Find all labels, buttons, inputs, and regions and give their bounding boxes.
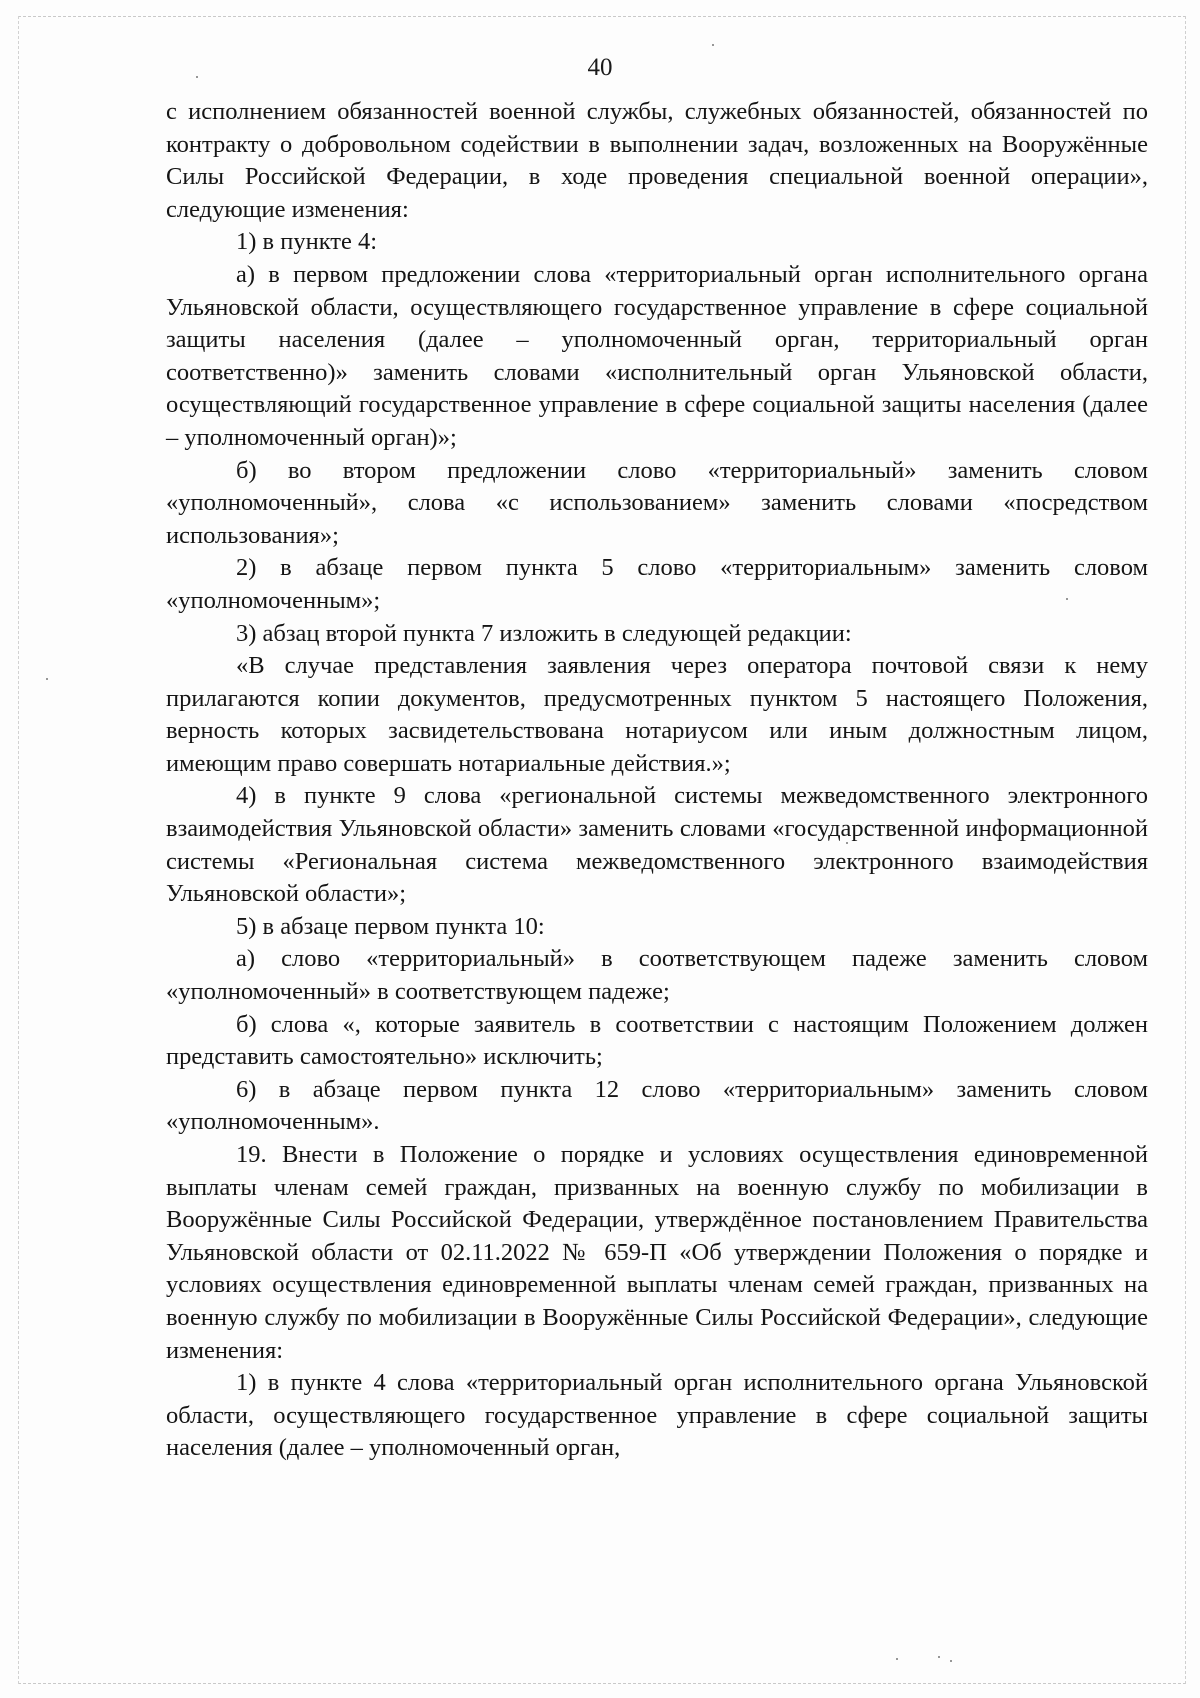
document-body — [166, 96, 1148, 1465]
paragraph: 3) абзац второй пункта 7 изложить в следующей редакции: — [236, 619, 852, 647]
scan-speck — [938, 1656, 940, 1658]
paragraph: 19. Внести в Положение о порядке и условиях осуществления единовременной выплаты членам семей граждан, призванных на военную службу по мобилизации в Вооружённые Силы Российской Федерации, утверждённое постановлением Правительства Ульяновской области от 02.11.2022 № 659-П «Об утверждении Положения о порядке и условиях осуществления единовременной выплаты членам семей граждан, призванных на военную службу по мобилизации в Вооружённые Силы Российской Федерации», следующие изменения: — [166, 1141, 1148, 1364]
scan-border-left — [18, 16, 19, 1684]
scan-speck — [950, 1660, 952, 1662]
scan-speck — [46, 678, 48, 680]
paragraph: «В случае представления заявления через оператора почтовой связи к нему прилагаются копии документов, предусмотренных пунктом 5 настоящего Положения, верность которых засвидетельствована нотариусом или иным должностным лицом, имеющим право совершать нотариальные действия.»; — [166, 652, 1148, 777]
paragraph: 2) в абзаце первом пункта 5 слово «территориальным» заменить словом «уполномоченным»; — [166, 554, 1148, 614]
paragraph: 4) в пункте 9 слова «региональной системы межведомственного электронного взаимодействия Ульяновской области» заменить словами «государственной информационной системы «Региональная система межведомственного электронного взаимодействия Ульяновской области»; — [166, 782, 1148, 908]
scan-border-top — [18, 16, 1186, 17]
scan-speck — [896, 1658, 898, 1660]
paragraph: 1) в пункте 4 слова «территориальный орган исполнительного органа Ульяновской области, осуществляющего государственное управление в сфере социальной защиты населения (далее – уполномоченный орган, — [166, 1369, 1148, 1462]
paragraph: а) слово «территориальный» в соответствующем падеже заменить словом «уполномоченный» в соответствующем падеже; — [166, 945, 1148, 1006]
paragraph: с исполнением обязанностей военной службы, служебных обязанностей, обязанностей по контракту о добровольном содействии в выполнении задач, возложенных на Вооружённые Силы Российской Федерации, в ходе проведения специальной военной операции», следующие изменения: — [166, 98, 1148, 223]
page-number: 40 — [587, 54, 613, 81]
scan-speck — [1066, 598, 1068, 600]
paragraph: б) во втором предложении слово «территориальный» заменить словом «уполномоченный», слова «с использованием» заменить словами «посредством использования»; — [166, 456, 1148, 549]
scan-border-bottom — [18, 1683, 1186, 1684]
paragraph: 1) в пункте 4: — [236, 228, 378, 256]
paragraph: 6) в абзаце первом пункта 12 слово «территориальным» заменить словом «уполномоченным». — [166, 1075, 1148, 1136]
scan-speck — [712, 44, 714, 46]
scan-speck — [846, 842, 848, 844]
paragraph: б) слова «, которые заявитель в соответствии с настоящим Положением должен представить самостоятельно» исключить; — [166, 1010, 1148, 1071]
paragraph: а) в первом предложении слова «территориальный орган исполнительного органа Ульяновской области, осуществляющего государственное управление в сфере социальной защиты населения (далее – уполномоченный орган, территориальный орган соответственно)» заменить словами «исполнительный орган Ульяновской области, осуществляющий государственное управление в сфере социальной защиты населения (далее – уполномоченный орган)»; — [166, 260, 1148, 451]
scan-speck — [196, 76, 198, 78]
paragraph: 5) в абзаце первом пункта 10: — [236, 912, 545, 940]
scan-border-right — [1185, 16, 1186, 1684]
